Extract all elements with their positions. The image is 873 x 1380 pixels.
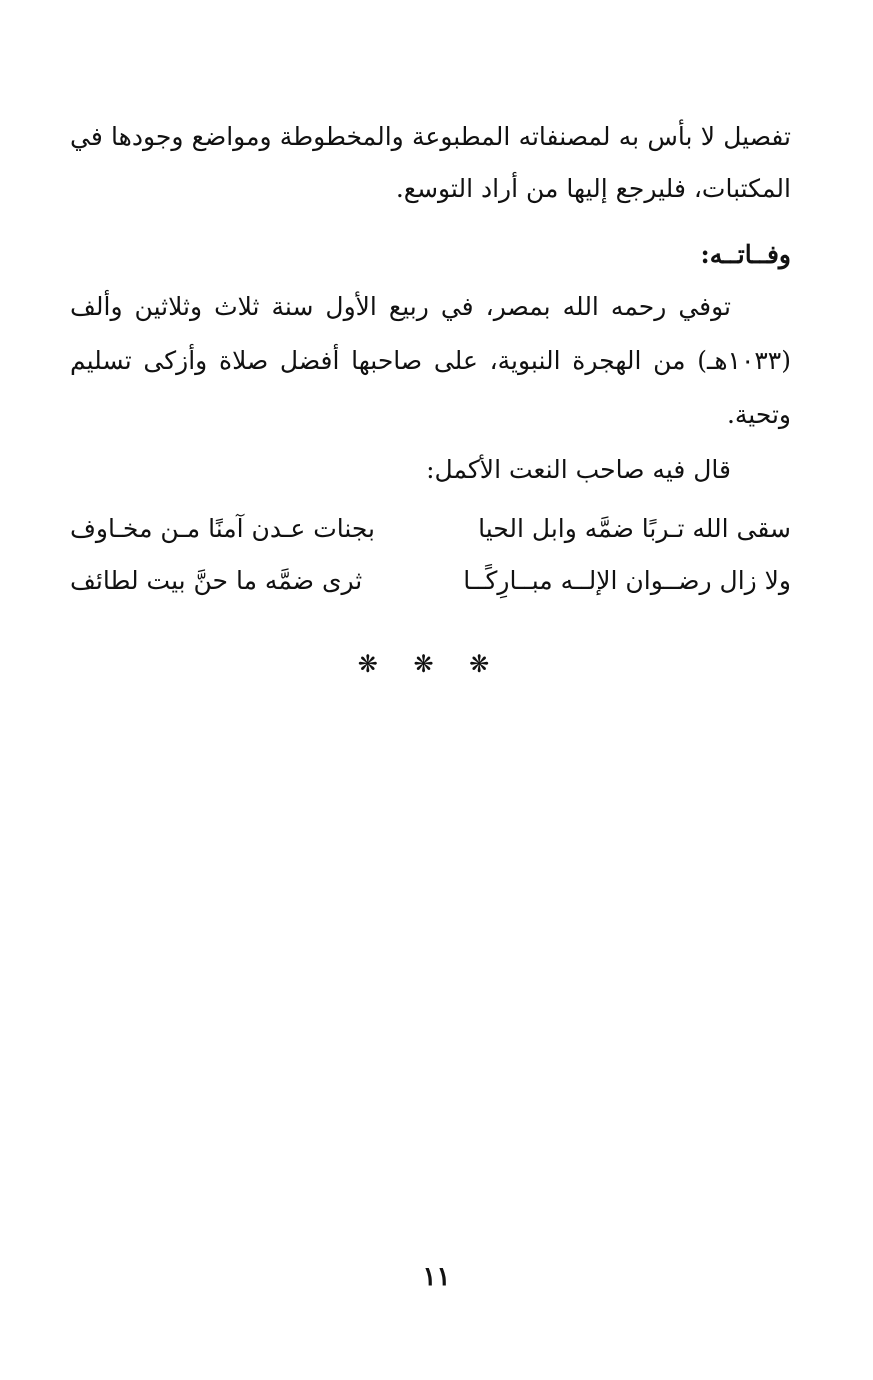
- section-heading: وفــاتــه:: [700, 240, 791, 269]
- paragraph-line: توفي رحمه الله بمصر، في ربيع الأول سنة ثلاث وثلاثين وألف: [70, 292, 731, 321]
- poem-verse: [70, 514, 791, 543]
- poem-verse: [70, 566, 791, 595]
- paragraph-line: تفصيل لا بأس به لمصنفاته المطبوعة والمخطوطة ومواضع وجودها في: [70, 122, 791, 151]
- verse-first-hemistich: ولا زال رضــوان الإلــه مبــارِكًــا: [463, 566, 791, 595]
- paragraph-line: المكتبات، فليرجع إليها من أراد التوسع.: [395, 174, 791, 203]
- paragraph-line: وتحية.: [726, 400, 791, 429]
- verse-first-hemistich: سقى الله تـربًا ضمَّه وابل الحيا: [478, 514, 791, 543]
- verse-second-hemistich: ثرى ضمَّه ما حنَّ بيت لطائف: [70, 566, 363, 595]
- poem-intro: قال فيه صاحب النعت الأكمل:: [426, 455, 731, 484]
- paragraph-line: (١٠٣٣هـ) من الهجرة النبوية، على صاحبها أفضل صلاة وأزكى تسليم: [70, 346, 791, 375]
- section-separator: ❋ ❋ ❋: [357, 650, 504, 678]
- verse-second-hemistich: بجنات عـدن آمنًا مـن مخـاوف: [70, 514, 376, 543]
- page-number: ١١: [422, 1262, 451, 1292]
